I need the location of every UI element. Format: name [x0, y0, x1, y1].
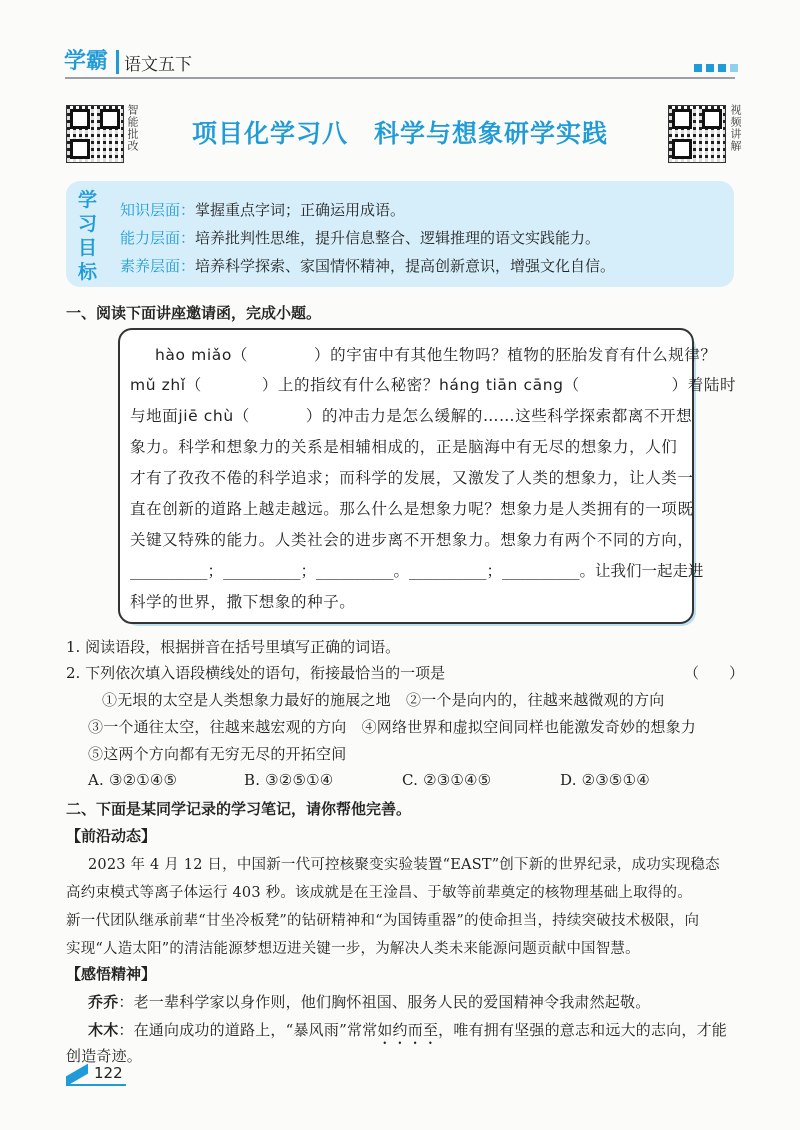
passage-line-8: __________；__________；__________。__________；__________。让我们一起走进 [130, 562, 704, 580]
option-line-3: ⑤这两个方向都有无穷无尽的开拓空间 [88, 745, 347, 763]
passage-line-7: 关键又特殊的能力。人类社会的进步离不开想象力。想象力有两个不同的方向， [130, 531, 694, 549]
header-dots [694, 64, 738, 72]
passage-line-4: 象力。科学和想象力的关系是相辅相成的，正是脑海中有无尽的想象力，人们 [130, 438, 678, 456]
frontier-line-2: 高约束模式等离子体运行 403 秒。该成就是在王淦昌、于敏等前辈奠定的核物理基础上取得的。 [66, 885, 692, 901]
learning-goals-tag: 学 习 目 标 [78, 189, 98, 283]
subject-label: 语文五下 [124, 55, 192, 75]
choice-a[interactable]: A. ③②①④⑤ [88, 771, 178, 789]
passage-line-9: 科学的世界，撒下想象的种子。 [130, 593, 356, 611]
mumu-note-line-2: 创造奇迹。 [66, 1047, 143, 1065]
option-line-1: ①无垠的太空是人类想象力最好的施展之地 ②一个是向内的，往越来越微观的方向 [102, 691, 665, 709]
passage-line-1: hào miǎo（ ）的宇宙中有其他生物吗？植物的胚胎发育有什么规律？ [155, 346, 717, 364]
mumu-note: 木木：在通向成功的道路上，“暴风雨”常常如约而至，唯有拥有坚强的意志和远大的志向，才能 [88, 1021, 727, 1039]
passage-line-3: 与地面jiē chù（ ）的冲击力是怎么缓解的……这些科学探索都离不开想 [130, 407, 693, 425]
passage-line-6: 直在创新的道路上越走越远。那么什么是想象力呢？想象力是人类拥有的一项既 [130, 500, 694, 518]
goal-literacy: 素养层面：培养科学探索、家国情怀精神，提高创新意识，增强文化自信。 [120, 257, 616, 275]
pencil-icon [66, 1064, 88, 1087]
choice-b[interactable]: B. ③②⑤①④ [244, 771, 334, 789]
passage-line-5: 才有了孜孜不倦的科学追求；而科学的发展，又激发了人类的想象力，让人类一 [130, 469, 694, 487]
option-line-2: ③一个通往太空，往越来越宏观的方向 ④网络世界和虚拟空间同样也能激发奇妙的想象力 [88, 718, 697, 736]
qr-right-label: 视频讲解 [729, 104, 742, 152]
spirit-label: 【感悟精神】 [66, 965, 157, 983]
page-number: 122 [94, 1064, 123, 1082]
qr-left-label: 智能批改 [126, 104, 139, 152]
frontier-line-1: 2023 年 4 月 12 日，中国新一代可控核聚变实验装置“EAST”创下新的世界纪录，成功实现稳态 [88, 857, 720, 873]
brand-divider [116, 50, 119, 74]
frontier-line-4: 实现“人造太阳”的清洁能源梦想迈进关键一步，为解决人类未来能源问题贡献中国智慧。 [66, 941, 640, 957]
choice-d[interactable]: D. ②③⑤①④ [560, 771, 650, 789]
goal-ability: 能力层面：培养批判性思维，提升信息整合、逻辑推理的语文实践能力。 [120, 229, 601, 247]
frontier-label: 【前沿动态】 [66, 827, 157, 845]
passage-line-2: mǔ zhǐ（ ）上的指纹有什么秘密？háng tiān cāng（ ）着陆时 [130, 376, 737, 394]
footer-rule [66, 1084, 126, 1086]
question-2: 2. 下列依次填入语段横线处的语句，衔接最恰当的一项是 [66, 664, 446, 682]
question-2-answer-bracket[interactable]: （ ） [684, 664, 745, 682]
emphasized-idiom: 如约而至 [377, 1021, 439, 1039]
question-1: 1. 阅读语段，根据拼音在括号里填写正确的词语。 [66, 638, 401, 656]
qiaoqiao-note: 乔乔：老一辈科学家以身作则，他们胸怀祖国、服务人民的爱国精神令我肃然起敬。 [88, 993, 651, 1011]
header-rule [65, 77, 735, 79]
brand-logo: 学霸 [64, 49, 109, 74]
goal-knowledge: 知识层面：掌握重点字词；正确运用成语。 [120, 201, 406, 219]
qr-code-right[interactable] [668, 105, 726, 163]
section2-heading: 二、下面是某同学记录的学习笔记，请你帮他完善。 [66, 800, 412, 818]
section1-heading: 一、阅读下面讲座邀请函，完成小题。 [66, 304, 322, 322]
frontier-line-3: 新一代团队继承前辈“甘坐冷板凳”的钻研精神和“为国铸重器”的使命担当，持续突破技术极限，向 [66, 913, 700, 929]
qr-code-left[interactable] [66, 105, 124, 163]
choice-c[interactable]: C. ②③①④⑤ [402, 771, 492, 789]
page-title: 项目化学习八 科学与想象研学实践 [191, 119, 608, 148]
